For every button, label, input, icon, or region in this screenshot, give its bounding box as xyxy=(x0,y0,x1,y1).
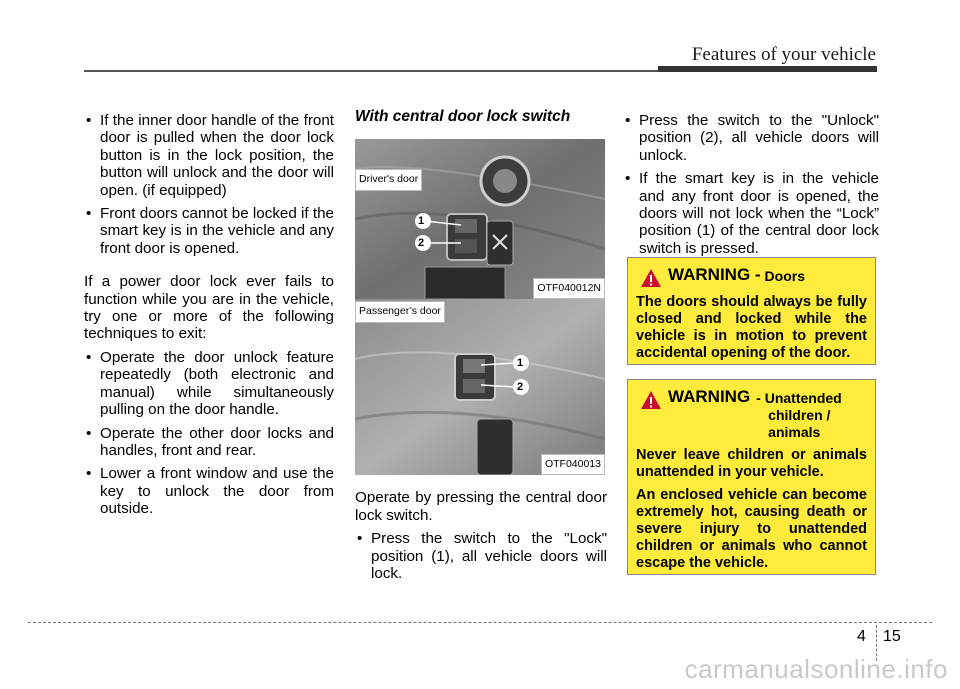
warning-text: The doors should always be fully closed and locked while the vehicle is in motion to prevent accidental opening of the door. xyxy=(636,294,867,361)
callout-1: 1 xyxy=(517,357,524,370)
bullet-smart-key: • Front doors cannot be locked if the smart key is in the vehicle and any front door is opened. xyxy=(84,205,334,257)
photo-label-driver: Driver's door xyxy=(355,169,422,190)
callout-2: 2 xyxy=(517,381,524,394)
page-number: 15 xyxy=(883,628,901,645)
bullet-smart-key-lock: • If the smart key is in the vehicle and any front door is opened, the doors will not lock when the “Lock” position (1) of the central door lock switch is pressed. xyxy=(623,170,879,257)
paragraph-operate: Operate by pressing the central door lock switch. xyxy=(355,489,607,524)
page-header-title: Features of your vehicle xyxy=(691,44,876,65)
callout-1: 1 xyxy=(418,215,425,228)
footer-rule xyxy=(28,622,932,623)
bullet-lock-position: • Press the switch to the "Lock" position (1), all vehicle doors will lock. xyxy=(355,530,607,582)
bullet-inner-handle: • If the inner door handle of the front door is pulled when the door lock button is in the lock position, the button will unlock and the door will open. (if equipped) xyxy=(84,112,334,199)
watermark: carmanualsonline.info xyxy=(684,654,948,684)
warning-word: WARNING xyxy=(668,387,751,406)
photo-label-passenger: Passenger’s door xyxy=(355,301,445,322)
header-rule-accent xyxy=(658,66,877,72)
warning-word: WARNING - xyxy=(668,265,761,284)
callout-2: 2 xyxy=(418,237,425,250)
column-left xyxy=(84,112,334,524)
bullet-lower-window: • Lower a front window and use the key to unlock the door from outside. xyxy=(84,465,334,517)
warning-topic: Doors xyxy=(764,268,805,284)
photo-drivers-door xyxy=(355,139,605,299)
warning-box-unattended xyxy=(627,379,876,575)
column-middle xyxy=(355,108,607,588)
paragraph-fail: If a power door lock ever fails to function while you are in the vehicle, try one or more of the following techniques to exit: xyxy=(84,273,334,343)
column-right xyxy=(623,112,879,263)
bullet-unlock-position: • Press the switch to the "Unlock" position (2), all vehicle doors will unlock. xyxy=(623,112,879,164)
bullet-unlock-repeat: • Operate the door unlock feature repeatedly (both electronic and manual) while simultaneously pulling on the door handle. xyxy=(84,349,334,419)
section-number: 4 xyxy=(857,628,866,645)
photo-code-driver: OTF040012N xyxy=(533,278,605,299)
subheading-central-lock: With central door lock switch xyxy=(355,108,571,125)
warning-triangle-icon xyxy=(640,268,662,288)
warning-text-2: An enclosed vehicle can become extremely hot, causing death or severe injury to unattended children or animals who cannot escape the vehicle. xyxy=(636,487,867,571)
bullet-other-doors: • Operate the other door locks and handles, front and rear. xyxy=(84,425,334,460)
warning-topic-line2: children / xyxy=(768,407,831,423)
photo-passenger-door xyxy=(355,299,605,475)
header-rule xyxy=(84,70,658,72)
warning-text-1: Never leave children or animals unattended in your vehicle. xyxy=(636,447,867,480)
photo-code-passenger: OTF040013 xyxy=(541,454,605,475)
warning-box-doors xyxy=(627,257,876,365)
warning-topic-line1: - Unattended xyxy=(756,390,842,406)
warning-topic-line3: animals xyxy=(768,424,821,440)
warning-triangle-icon xyxy=(640,390,662,410)
